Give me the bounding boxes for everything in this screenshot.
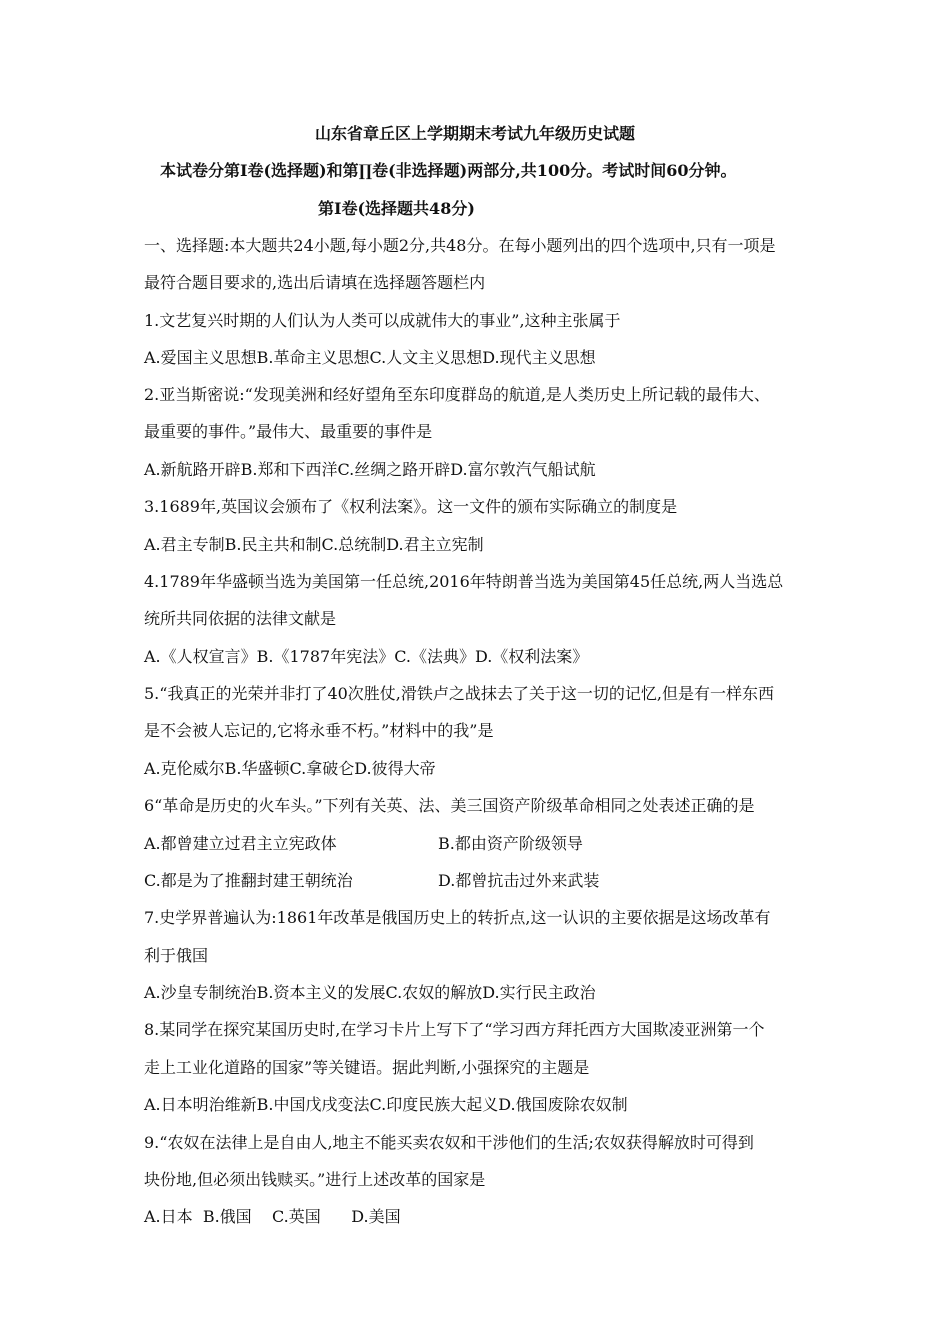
question-stem: 统所共同依据的法律文献是 <box>144 609 337 628</box>
section-heading: 第Ⅰ卷(选择题共48分) <box>318 199 475 218</box>
question-stem: 走上工业化道路的国家”等关键语。据此判断,小强探究的主题是 <box>144 1058 590 1077</box>
question-stem: 1.文艺复兴时期的人们认为人类可以成就伟大的事业”,这种主张属于 <box>144 311 621 330</box>
question-stem: 2.亚当斯密说:“发现美洲和经好望角至东印度群岛的航道,是人类历史上所记载的最伟大、 <box>144 385 770 404</box>
question-stem: 7.史学界普遍认为:1861年改革是俄国历史上的转折点,这一认识的主要依据是这场改革有 <box>144 908 771 927</box>
instructions-line: 一、选择题:本大题共24小题,每小题2分,共48分。在每小题列出的四个选项中,只有一项是 <box>144 236 776 255</box>
exam-subtitle: 本试卷分第Ⅰ卷(选择题)和第∏卷(非选择题)两部分,共100分。考试时间60分钟。 <box>160 161 737 180</box>
option-d: D.都曾抗击过外来武装 <box>438 871 600 890</box>
question-options: A.君主专制B.民主共和制C.总统制D.君主立宪制 <box>144 535 484 554</box>
option-b: B.都由资产阶级领导 <box>438 834 583 853</box>
question-options: A.日本明治维新B.中国戊戌变法C.印度民族大起义D.俄国废除农奴制 <box>144 1095 628 1114</box>
question-stem: 8.某同学在探究某国历史时,在学习卡片上写下了“学习西方拜托西方大国欺凌亚洲第一个 <box>144 1020 765 1039</box>
question-stem: 9.“农奴在法律上是自由人,地主不能买卖农奴和干涉他们的生活;农奴获得解放时可得到 <box>144 1133 754 1152</box>
question-stem: 5.“我真正的光荣并非打了40次胜仗,滑铁卢之战抹去了关于这一切的记忆,但是有一样东西 <box>144 684 774 703</box>
question-options: A.日本 B.俄国 C.英国 D.美国 <box>144 1207 401 1226</box>
question-options: A.沙皇专制统治B.资本主义的发展C.农奴的解放D.实行民主政治 <box>144 983 596 1002</box>
question-stem: 是不会被人忘记的,它将永垂不朽。”材料中的我”是 <box>144 721 494 740</box>
option-a: A.都曾建立过君主立宪政体 <box>144 834 337 853</box>
question-stem: 3.1689年,英国议会颁布了《权利法案》。这一文件的颁布实际确立的制度是 <box>144 497 678 516</box>
exam-title: 山东省章丘区上学期期末考试九年级历史试题 <box>314 124 635 143</box>
question-stem: 6“革命是历史的火车头。”下列有关英、法、美三国资产阶级革命相同之处表述正确的是 <box>144 796 755 815</box>
question-stem: 块份地,但必须出钱赎买。”进行上述改革的国家是 <box>144 1170 486 1189</box>
question-stem: 最重要的事件。”最伟大、最重要的事件是 <box>144 422 433 441</box>
question-options: A.克伦威尔B.华盛顿C.拿破仑D.彼得大帝 <box>144 759 436 778</box>
option-c: C.都是为了推翻封建王朝统治 <box>144 871 353 890</box>
question-stem: 利于俄国 <box>144 946 209 965</box>
question-stem: 4.1789年华盛顿当选为美国第一任总统,2016年特朗普当选为美国第45任总统,两人当选总 <box>144 572 784 591</box>
question-options: A.爱国主义思想B.革命主义思想C.人文主义思想D.现代主义思想 <box>144 348 596 367</box>
instructions-line: 最符合题目要求的,选出后请填在选择题答题栏内 <box>144 273 486 292</box>
question-options: A.《人权宣言》B.《1787年宪法》C.《法典》D.《权利法案》 <box>144 647 589 666</box>
question-options: A.新航路开辟B.郑和下西洋C.丝绸之路开辟D.富尔敦汽气船试航 <box>144 460 596 479</box>
